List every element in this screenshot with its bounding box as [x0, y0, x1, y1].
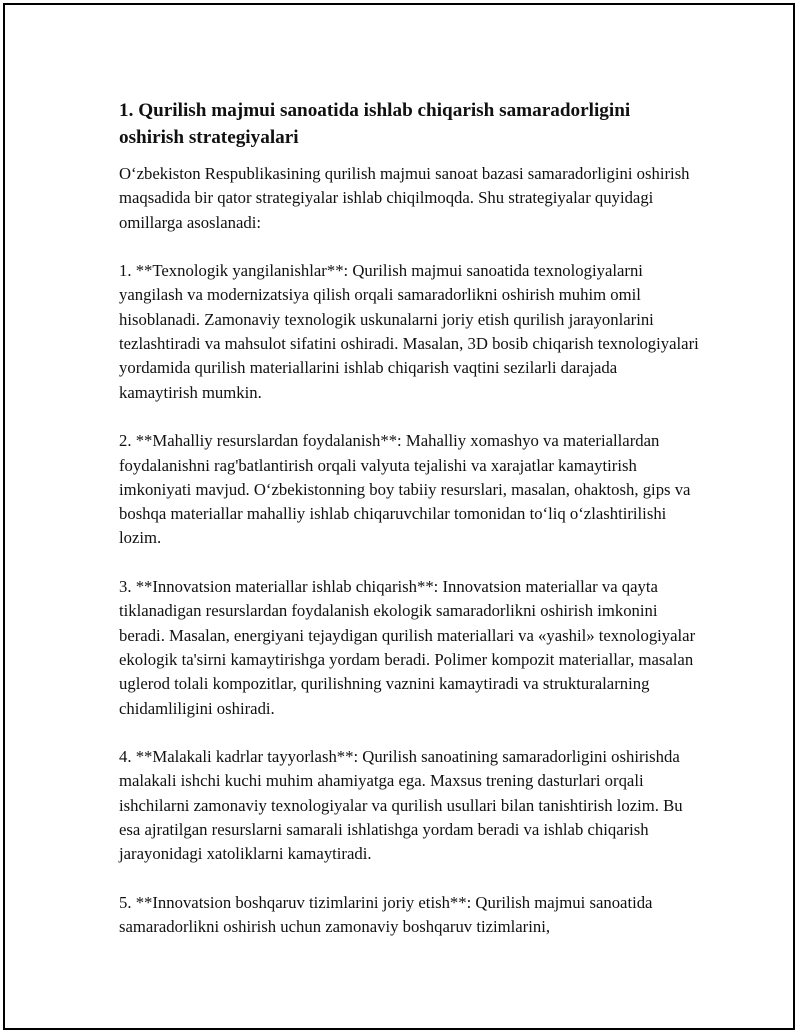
intro-paragraph: O‘zbekiston Respublikasining qurilish majmui sanoat bazasi samaradorligini oshirish maqsadida bir qator strategiyalar ishlab chiqilmoqda. Shu strategiyalar quyidagi omillarga asoslanadi:	[119, 164, 690, 232]
document-page	[3, 3, 795, 1030]
strategy-paragraph-innovative-materials: 3. **Innovatsion materiallar ishlab chiqarish**: Innovatsion materiallar va qayta tiklanadigan resurslardan foydalanish ekologik samaradorlikni oshirish imkonini beradi. Masalan, energiyani tejaydigan qurilish materiallari va «yashil» texnologiyalar ekologik ta'sirni kamaytirishga yordam beradi. Polimer kompozit materiallar, masalan uglerod tolali kompozitlar, qurilishning vaznini kamaytiradi va strukturalarning chidamliligini oshiradi.	[119, 577, 696, 718]
section-heading: 1. Qurilish majmui sanoatida ishlab chiqarish samaradorligini oshirish strategiyalari	[119, 100, 631, 148]
document-body	[119, 97, 699, 964]
strategy-paragraph-technology: 1. **Texnologik yangilanishlar**: Qurilish majmui sanoatida texnologiyalarni yangilash va modernizatsiya qilish orqali samaradorlikni oshirish muhim omil hisoblanadi. Zamonaviy texnologik uskunalarni joriy etish qurilish jarayonlarini tezlashtiradi va mahsulot sifatini oshiradi. Masalan, 3D bosib chiqarish texnologiyalari yordamida qurilish materiallarini ishlab chiqarish vaqtini sezilarli darajada kamaytirish mumkin.	[119, 261, 699, 402]
strategy-paragraph-qualified-staff: 4. **Malakali kadrlar tayyorlash**: Qurilish sanoatining samaradorligini oshirishda malakali ishchi kuchi muhim ahamiyatga ega. Maxsus trening dasturlari orqali ishchilarni zamonaviy texnologiyalar va qurilish usullari bilan tanishtirish lozim. Bu esa ajratilgan resurslarni samarali ishlatishga yordam beradi va ishlab chiqarish jarayonidagi xatoliklarni kamaytiradi.	[119, 747, 683, 864]
strategy-paragraph-management-systems: 5. **Innovatsion boshqaruv tizimlarini joriy etish**: Qurilish majmui sanoatida samaradorlikni oshirish uchun zamonaviy boshqaruv tizimlarini,	[119, 892, 653, 937]
strategy-paragraph-local-resources: 2. **Mahalliy resurslardan foydalanish**: Mahalliy xomashyo va materiallardan foydalanishni rag'batlantirish orqali valyuta tejalishi va xarajatlar kamaytirish imkoniyati mavjud. O‘zbekistonning boy tabiiy resurslari, masalan, ohaktosh, gips va boshqa materiallar mahalliy ishlab chiqaruvchilar tomonidan to‘liq o‘zlashtirilishi lozim.	[119, 431, 691, 548]
